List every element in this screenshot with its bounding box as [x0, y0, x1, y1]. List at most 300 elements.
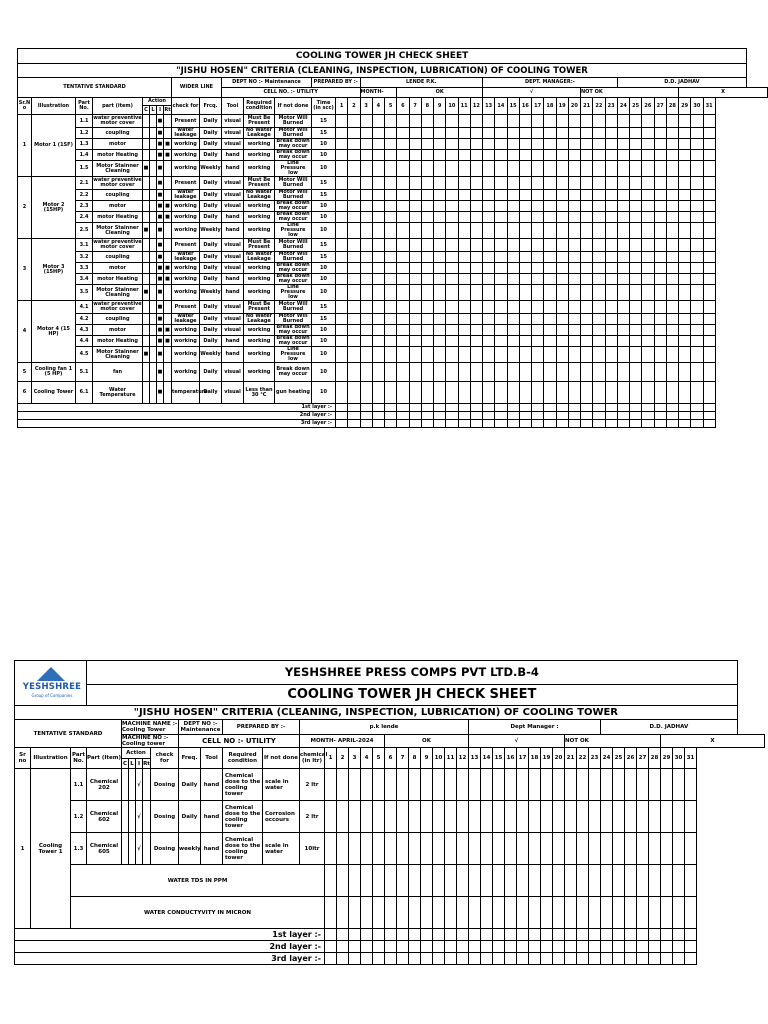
day-cell[interactable]: [685, 897, 697, 929]
day-cell[interactable]: [457, 865, 469, 897]
day-cell[interactable]: [385, 336, 397, 347]
day-cell[interactable]: [483, 252, 495, 263]
day-cell[interactable]: [691, 161, 703, 177]
day-cell[interactable]: [446, 382, 458, 404]
day-cell[interactable]: [361, 833, 373, 865]
day-cell[interactable]: [483, 263, 495, 274]
day-cell[interactable]: [589, 941, 601, 953]
day-cell[interactable]: [507, 314, 519, 325]
day-cell[interactable]: [679, 285, 691, 301]
day-cell[interactable]: [532, 128, 544, 139]
day-cell[interactable]: [568, 363, 580, 382]
day-cell[interactable]: [703, 201, 715, 212]
day-cell[interactable]: [458, 252, 470, 263]
day-cell[interactable]: [673, 833, 685, 865]
day-cell[interactable]: [360, 325, 372, 336]
day-cell[interactable]: [666, 201, 678, 212]
day-cell[interactable]: [470, 420, 482, 428]
day-cell[interactable]: [556, 239, 568, 252]
day-cell[interactable]: [421, 139, 433, 150]
day-cell[interactable]: [630, 177, 642, 190]
day-cell[interactable]: [679, 212, 691, 223]
day-cell[interactable]: [507, 382, 519, 404]
day-cell[interactable]: [397, 420, 409, 428]
day-cell[interactable]: [581, 115, 593, 128]
day-cell[interactable]: [617, 150, 629, 161]
day-cell[interactable]: [495, 115, 507, 128]
day-cell[interactable]: [666, 252, 678, 263]
day-cell[interactable]: [446, 363, 458, 382]
day-cell[interactable]: [458, 336, 470, 347]
day-cell[interactable]: [360, 239, 372, 252]
day-cell[interactable]: [397, 150, 409, 161]
day-cell[interactable]: [434, 363, 446, 382]
day-cell[interactable]: [605, 139, 617, 150]
day-cell[interactable]: [385, 177, 397, 190]
day-cell[interactable]: [544, 285, 556, 301]
day-cell[interactable]: [385, 325, 397, 336]
day-cell[interactable]: [325, 833, 337, 865]
day-cell[interactable]: [336, 314, 348, 325]
day-cell[interactable]: [360, 363, 372, 382]
day-cell[interactable]: [673, 801, 685, 833]
day-cell[interactable]: [617, 420, 629, 428]
day-cell[interactable]: [483, 363, 495, 382]
day-cell[interactable]: [630, 347, 642, 363]
day-cell[interactable]: [625, 769, 637, 801]
day-cell[interactable]: [409, 769, 421, 801]
day-cell[interactable]: [481, 865, 493, 897]
day-cell[interactable]: [691, 336, 703, 347]
day-cell[interactable]: [483, 190, 495, 201]
day-cell[interactable]: [529, 865, 541, 897]
day-cell[interactable]: [385, 929, 397, 941]
day-cell[interactable]: [568, 252, 580, 263]
day-cell[interactable]: [593, 212, 605, 223]
day-cell[interactable]: [361, 865, 373, 897]
day-cell[interactable]: [445, 833, 457, 865]
day-cell[interactable]: [529, 897, 541, 929]
day-cell[interactable]: [637, 865, 649, 897]
day-cell[interactable]: [568, 412, 580, 420]
day-cell[interactable]: [385, 833, 397, 865]
day-cell[interactable]: [577, 769, 589, 801]
day-cell[interactable]: [483, 239, 495, 252]
day-cell[interactable]: [445, 801, 457, 833]
day-cell[interactable]: [673, 769, 685, 801]
day-cell[interactable]: [470, 201, 482, 212]
day-cell[interactable]: [605, 412, 617, 420]
day-cell[interactable]: [617, 128, 629, 139]
day-cell[interactable]: [493, 833, 505, 865]
day-cell[interactable]: [458, 161, 470, 177]
day-cell[interactable]: [409, 404, 421, 412]
day-cell[interactable]: [409, 801, 421, 833]
day-cell[interactable]: [349, 865, 361, 897]
day-cell[interactable]: [481, 833, 493, 865]
day-cell[interactable]: [532, 274, 544, 285]
day-cell[interactable]: [617, 347, 629, 363]
day-cell[interactable]: [605, 128, 617, 139]
day-cell[interactable]: [372, 115, 384, 128]
day-cell[interactable]: [360, 201, 372, 212]
day-cell[interactable]: [679, 223, 691, 239]
day-cell[interactable]: [507, 285, 519, 301]
day-cell[interactable]: [445, 953, 457, 965]
day-cell[interactable]: [325, 801, 337, 833]
day-cell[interactable]: [679, 382, 691, 404]
day-cell[interactable]: [685, 865, 697, 897]
day-cell[interactable]: [703, 190, 715, 201]
day-cell[interactable]: [372, 404, 384, 412]
day-cell[interactable]: [568, 161, 580, 177]
day-cell[interactable]: [617, 190, 629, 201]
day-cell[interactable]: [372, 223, 384, 239]
day-cell[interactable]: [544, 382, 556, 404]
day-cell[interactable]: [642, 363, 654, 382]
day-cell[interactable]: [556, 223, 568, 239]
day-cell[interactable]: [691, 404, 703, 412]
day-cell[interactable]: [544, 404, 556, 412]
day-cell[interactable]: [617, 177, 629, 190]
day-cell[interactable]: [336, 223, 348, 239]
day-cell[interactable]: [519, 412, 531, 420]
day-cell[interactable]: [372, 177, 384, 190]
day-cell[interactable]: [372, 263, 384, 274]
day-cell[interactable]: [691, 274, 703, 285]
day-cell[interactable]: [373, 865, 385, 897]
day-cell[interactable]: [507, 347, 519, 363]
day-cell[interactable]: [654, 177, 666, 190]
day-cell[interactable]: [642, 128, 654, 139]
day-cell[interactable]: [481, 929, 493, 941]
day-cell[interactable]: [691, 223, 703, 239]
day-cell[interactable]: [361, 897, 373, 929]
day-cell[interactable]: [470, 115, 482, 128]
day-cell[interactable]: [637, 801, 649, 833]
day-cell[interactable]: [679, 404, 691, 412]
day-cell[interactable]: [469, 953, 481, 965]
day-cell[interactable]: [673, 941, 685, 953]
day-cell[interactable]: [397, 223, 409, 239]
day-cell[interactable]: [446, 404, 458, 412]
day-cell[interactable]: [553, 929, 565, 941]
day-cell[interactable]: [691, 239, 703, 252]
day-cell[interactable]: [517, 897, 529, 929]
day-cell[interactable]: [679, 128, 691, 139]
day-cell[interactable]: [483, 177, 495, 190]
day-cell[interactable]: [336, 161, 348, 177]
day-cell[interactable]: [517, 941, 529, 953]
day-cell[interactable]: [679, 263, 691, 274]
day-cell[interactable]: [685, 769, 697, 801]
day-cell[interactable]: [336, 190, 348, 201]
day-cell[interactable]: [348, 325, 360, 336]
day-cell[interactable]: [409, 347, 421, 363]
day-cell[interactable]: [565, 897, 577, 929]
day-cell[interactable]: [630, 412, 642, 420]
day-cell[interactable]: [613, 801, 625, 833]
day-cell[interactable]: [433, 801, 445, 833]
day-cell[interactable]: [458, 150, 470, 161]
day-cell[interactable]: [458, 301, 470, 314]
day-cell[interactable]: [373, 769, 385, 801]
day-cell[interactable]: [541, 929, 553, 941]
day-cell[interactable]: [601, 941, 613, 953]
day-cell[interactable]: [519, 139, 531, 150]
day-cell[interactable]: [654, 252, 666, 263]
day-cell[interactable]: [532, 139, 544, 150]
day-cell[interactable]: [360, 412, 372, 420]
day-cell[interactable]: [372, 239, 384, 252]
day-cell[interactable]: [385, 941, 397, 953]
day-cell[interactable]: [642, 404, 654, 412]
day-cell[interactable]: [642, 325, 654, 336]
day-cell[interactable]: [666, 382, 678, 404]
day-cell[interactable]: [556, 363, 568, 382]
day-cell[interactable]: [703, 412, 715, 420]
day-cell[interactable]: [691, 115, 703, 128]
day-cell[interactable]: [649, 769, 661, 801]
day-cell[interactable]: [568, 347, 580, 363]
day-cell[interactable]: [349, 833, 361, 865]
day-cell[interactable]: [577, 953, 589, 965]
day-cell[interactable]: [445, 929, 457, 941]
day-cell[interactable]: [372, 139, 384, 150]
day-cell[interactable]: [568, 150, 580, 161]
day-cell[interactable]: [446, 347, 458, 363]
day-cell[interactable]: [541, 953, 553, 965]
day-cell[interactable]: [617, 201, 629, 212]
day-cell[interactable]: [470, 212, 482, 223]
day-cell[interactable]: [434, 382, 446, 404]
day-cell[interactable]: [360, 139, 372, 150]
day-cell[interactable]: [507, 252, 519, 263]
day-cell[interactable]: [519, 115, 531, 128]
day-cell[interactable]: [348, 212, 360, 223]
day-cell[interactable]: [507, 420, 519, 428]
day-cell[interactable]: [348, 347, 360, 363]
day-cell[interactable]: [372, 252, 384, 263]
day-cell[interactable]: [691, 212, 703, 223]
day-cell[interactable]: [336, 412, 348, 420]
day-cell[interactable]: [397, 404, 409, 412]
day-cell[interactable]: [507, 201, 519, 212]
day-cell[interactable]: [517, 801, 529, 833]
day-cell[interactable]: [617, 263, 629, 274]
day-cell[interactable]: [445, 769, 457, 801]
day-cell[interactable]: [637, 941, 649, 953]
day-cell[interactable]: [348, 201, 360, 212]
day-cell[interactable]: [483, 128, 495, 139]
day-cell[interactable]: [541, 865, 553, 897]
day-cell[interactable]: [409, 301, 421, 314]
day-cell[interactable]: [601, 801, 613, 833]
day-cell[interactable]: [397, 239, 409, 252]
day-cell[interactable]: [495, 139, 507, 150]
day-cell[interactable]: [605, 263, 617, 274]
day-cell[interactable]: [630, 285, 642, 301]
day-cell[interactable]: [421, 325, 433, 336]
day-cell[interactable]: [642, 139, 654, 150]
day-cell[interactable]: [568, 201, 580, 212]
day-cell[interactable]: [593, 412, 605, 420]
day-cell[interactable]: [397, 336, 409, 347]
day-cell[interactable]: [568, 382, 580, 404]
day-cell[interactable]: [637, 897, 649, 929]
day-cell[interactable]: [625, 941, 637, 953]
day-cell[interactable]: [457, 953, 469, 965]
day-cell[interactable]: [470, 314, 482, 325]
day-cell[interactable]: [654, 223, 666, 239]
day-cell[interactable]: [605, 274, 617, 285]
day-cell[interactable]: [325, 953, 337, 965]
day-cell[interactable]: [434, 314, 446, 325]
day-cell[interactable]: [654, 239, 666, 252]
day-cell[interactable]: [458, 201, 470, 212]
day-cell[interactable]: [581, 139, 593, 150]
day-cell[interactable]: [507, 412, 519, 420]
day-cell[interactable]: [505, 941, 517, 953]
day-cell[interactable]: [568, 263, 580, 274]
day-cell[interactable]: [348, 263, 360, 274]
day-cell[interactable]: [666, 412, 678, 420]
day-cell[interactable]: [605, 382, 617, 404]
day-cell[interactable]: [581, 336, 593, 347]
day-cell[interactable]: [372, 285, 384, 301]
day-cell[interactable]: [360, 420, 372, 428]
day-cell[interactable]: [446, 263, 458, 274]
day-cell[interactable]: [666, 325, 678, 336]
day-cell[interactable]: [434, 420, 446, 428]
day-cell[interactable]: [397, 190, 409, 201]
day-cell[interactable]: [409, 263, 421, 274]
day-cell[interactable]: [581, 212, 593, 223]
day-cell[interactable]: [325, 929, 337, 941]
day-cell[interactable]: [666, 301, 678, 314]
day-cell[interactable]: [493, 865, 505, 897]
day-cell[interactable]: [630, 420, 642, 428]
day-cell[interactable]: [642, 115, 654, 128]
day-cell[interactable]: [372, 347, 384, 363]
day-cell[interactable]: [421, 363, 433, 382]
day-cell[interactable]: [544, 223, 556, 239]
day-cell[interactable]: [568, 285, 580, 301]
day-cell[interactable]: [446, 285, 458, 301]
day-cell[interactable]: [617, 285, 629, 301]
day-cell[interactable]: [637, 769, 649, 801]
day-cell[interactable]: [593, 139, 605, 150]
day-cell[interactable]: [593, 115, 605, 128]
day-cell[interactable]: [556, 404, 568, 412]
day-cell[interactable]: [457, 833, 469, 865]
day-cell[interactable]: [666, 274, 678, 285]
day-cell[interactable]: [495, 161, 507, 177]
day-cell[interactable]: [360, 285, 372, 301]
day-cell[interactable]: [470, 404, 482, 412]
day-cell[interactable]: [336, 239, 348, 252]
day-cell[interactable]: [654, 263, 666, 274]
day-cell[interactable]: [446, 190, 458, 201]
day-cell[interactable]: [434, 347, 446, 363]
day-cell[interactable]: [397, 412, 409, 420]
day-cell[interactable]: [470, 239, 482, 252]
day-cell[interactable]: [642, 161, 654, 177]
day-cell[interactable]: [703, 420, 715, 428]
day-cell[interactable]: [593, 223, 605, 239]
day-cell[interactable]: [642, 382, 654, 404]
day-cell[interactable]: [532, 347, 544, 363]
day-cell[interactable]: [703, 212, 715, 223]
day-cell[interactable]: [666, 314, 678, 325]
day-cell[interactable]: [470, 325, 482, 336]
day-cell[interactable]: [532, 285, 544, 301]
day-cell[interactable]: [544, 212, 556, 223]
day-cell[interactable]: [703, 139, 715, 150]
day-cell[interactable]: [397, 115, 409, 128]
day-cell[interactable]: [654, 274, 666, 285]
day-cell[interactable]: [470, 382, 482, 404]
day-cell[interactable]: [544, 190, 556, 201]
day-cell[interactable]: [617, 325, 629, 336]
day-cell[interactable]: [409, 161, 421, 177]
day-cell[interactable]: [361, 953, 373, 965]
day-cell[interactable]: [661, 953, 673, 965]
day-cell[interactable]: [495, 363, 507, 382]
day-cell[interactable]: [397, 263, 409, 274]
day-cell[interactable]: [589, 897, 601, 929]
day-cell[interactable]: [421, 865, 433, 897]
day-cell[interactable]: [673, 897, 685, 929]
day-cell[interactable]: [556, 139, 568, 150]
day-cell[interactable]: [397, 833, 409, 865]
day-cell[interactable]: [556, 325, 568, 336]
day-cell[interactable]: [544, 325, 556, 336]
day-cell[interactable]: [348, 115, 360, 128]
day-cell[interactable]: [421, 128, 433, 139]
day-cell[interactable]: [532, 177, 544, 190]
day-cell[interactable]: [605, 363, 617, 382]
day-cell[interactable]: [483, 139, 495, 150]
day-cell[interactable]: [553, 953, 565, 965]
day-cell[interactable]: [568, 301, 580, 314]
day-cell[interactable]: [630, 150, 642, 161]
day-cell[interactable]: [361, 801, 373, 833]
day-cell[interactable]: [544, 115, 556, 128]
day-cell[interactable]: [691, 314, 703, 325]
day-cell[interactable]: [661, 833, 673, 865]
day-cell[interactable]: [458, 115, 470, 128]
day-cell[interactable]: [458, 285, 470, 301]
day-cell[interactable]: [385, 274, 397, 285]
day-cell[interactable]: [630, 115, 642, 128]
day-cell[interactable]: [372, 420, 384, 428]
day-cell[interactable]: [507, 325, 519, 336]
day-cell[interactable]: [605, 190, 617, 201]
day-cell[interactable]: [505, 865, 517, 897]
day-cell[interactable]: [446, 314, 458, 325]
day-cell[interactable]: [556, 212, 568, 223]
day-cell[interactable]: [666, 347, 678, 363]
day-cell[interactable]: [556, 177, 568, 190]
day-cell[interactable]: [593, 128, 605, 139]
day-cell[interactable]: [630, 239, 642, 252]
day-cell[interactable]: [483, 420, 495, 428]
day-cell[interactable]: [556, 115, 568, 128]
day-cell[interactable]: [483, 404, 495, 412]
day-cell[interactable]: [532, 263, 544, 274]
day-cell[interactable]: [433, 929, 445, 941]
